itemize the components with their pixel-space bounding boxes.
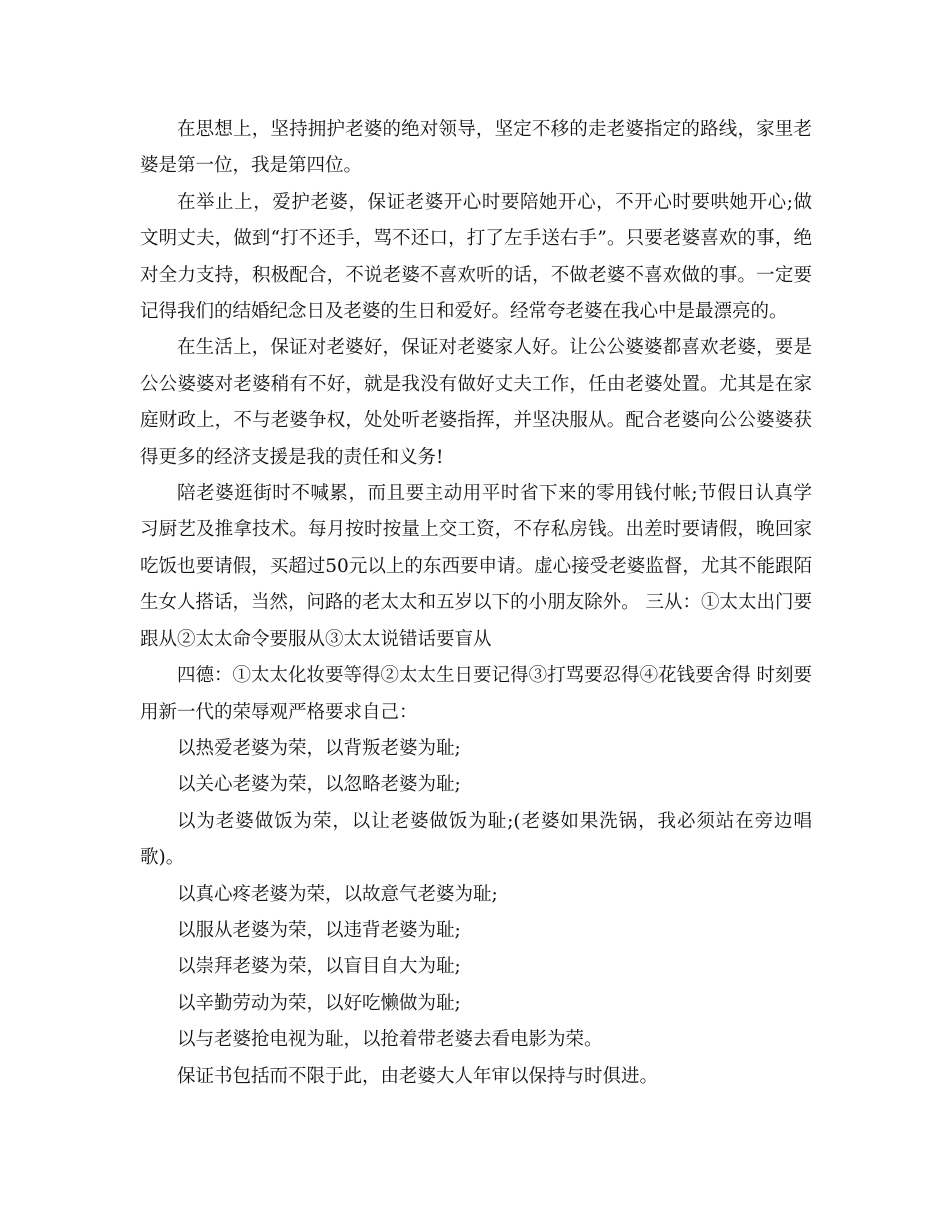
- list-item: 以辛勤劳动为荣，以好吃懒做为耻;: [177, 992, 461, 1014]
- paragraph-four-virtues: 四德：①太太化妆要等得②太太生日要记得③打骂要忍得④花钱要舍得 时刻要用新一代的荣辱观严格要求自己：: [140, 665, 812, 723]
- list-item: 以与老婆抢电视为耻，以抢着带老婆去看电影为荣。: [177, 1029, 603, 1051]
- list-item: 以为老婆做饭为荣，以让老婆做饭为耻;(老婆如果洗锅，我必须站在旁边唱歌)。: [140, 810, 812, 869]
- paragraph-life: 在生活上，保证对老婆好，保证对老婆家人好。让公公婆婆都喜欢老婆，要是公公婆婆对老婆稍有不好，就是我没有做好丈夫工作，任由老婆处置。尤其是在家庭财政上，不与老婆争权，处处听老婆指挥，并坚决服从。配合老婆向公公婆婆获得更多的经济支援是我的责任和义务!: [140, 337, 812, 468]
- document-page: [140, 112, 812, 1095]
- list-item: 以真心疼老婆为荣，以故意气老婆为耻;: [177, 883, 498, 905]
- list-item: 以热爱老婆为荣，以背叛老婆为耻;: [177, 737, 461, 759]
- paragraph-closing: 保证书包括而不限于此，由老婆大人年审以保持与时俱进。: [177, 1065, 659, 1087]
- paragraph-thought: 在思想上，坚持拥护老婆的绝对领导，坚定不移的走老婆指定的路线，家里老婆是第一位，我是第四位。: [140, 119, 812, 177]
- list-item: 以崇拜老婆为荣，以盲目自大为耻;: [177, 956, 461, 978]
- list-item: 以关心老婆为荣，以忽略老婆为耻;: [177, 774, 461, 796]
- list-item: 以服从老婆为荣，以违背老婆为耻;: [177, 919, 461, 941]
- paragraph-behavior: 在举止上，爱护老婆，保证老婆开心时要陪她开心，不开心时要哄她开心;做文明丈夫，做到“打不还手，骂不还口，打了左手送右手”。只要老婆喜欢的事，绝对全力支持，积极配合，不说老婆不喜欢听的话，不做老婆不喜欢做的事。一定要记得我们的结婚纪念日及老婆的生日和爱好。经常夸老婆在我心中是最漂亮的。: [140, 191, 812, 323]
- paragraph-shopping: 陪老婆逛街时不喊累，而且要主动用平时省下来的零用钱付帐;节假日认真学习厨艺及推拿技术。每月按时按量上交工资，不存私房钱。出差时要请假，晚回家吃饭也要请假，买超过50元以上的东西要申请。虚心接受老婆监督，尤其不能跟陌生女人搭话，当然，问路的老太太和五岁以下的小朋友除外。 三从：①太太出门要跟从②太太命令要服从③太太说错话要盲从: [140, 483, 812, 650]
